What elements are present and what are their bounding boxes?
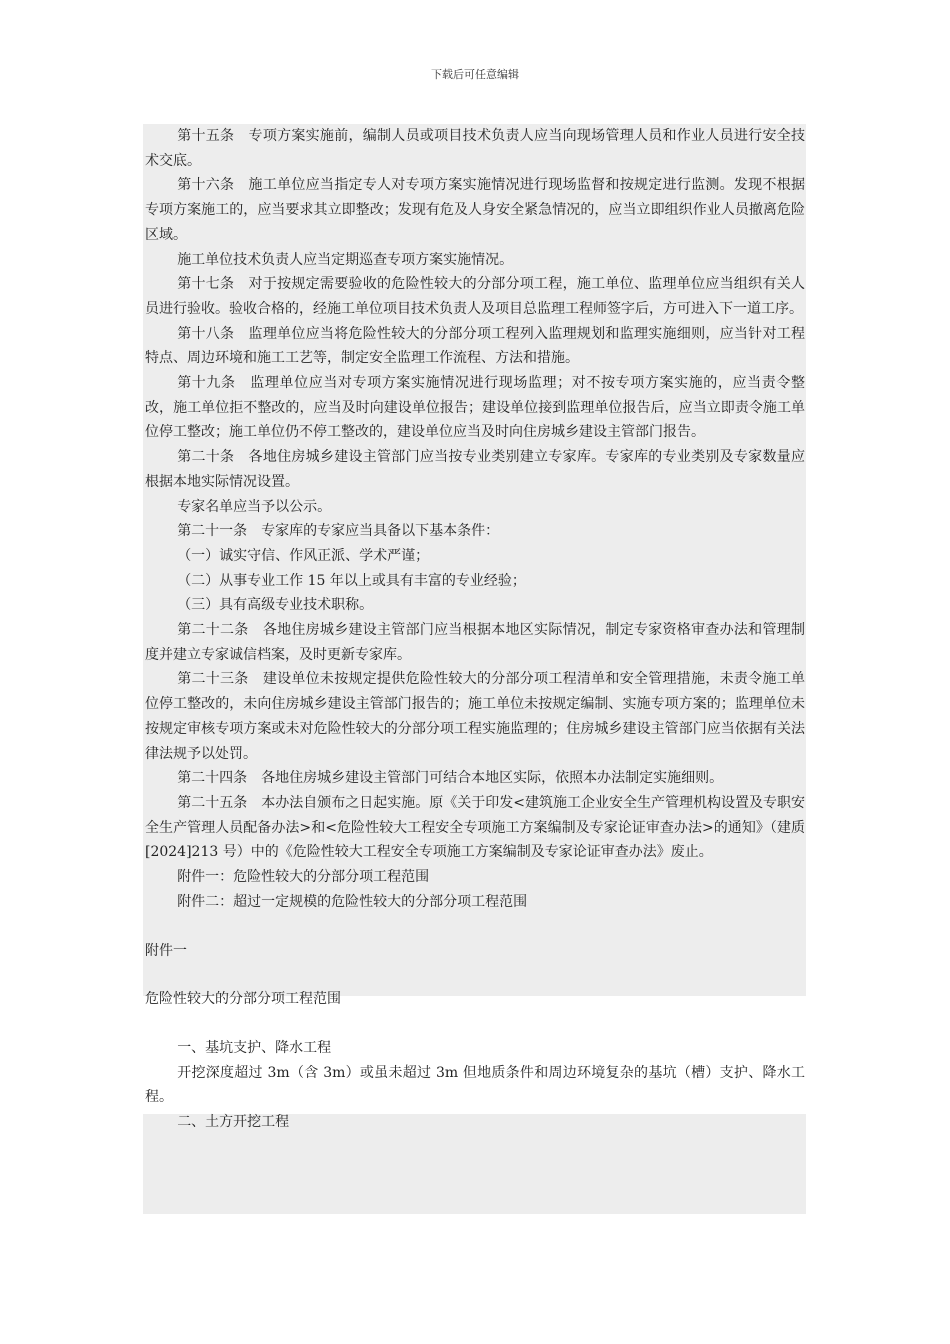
article-22: 第二十二条 各地住房城乡建设主管部门应当根据本地区实际情况，制定专家资格审查办法和管理制度并建立专家诚信档案，及时更新专家库。 bbox=[145, 622, 805, 663]
article-18: 第十八条 监理单位应当将危险性较大的分部分项工程列入监理规划和监理实施细则，应当针对工程特点、周边环境和施工工艺等，制定安全监理工作流程、方法和措施。 bbox=[145, 325, 805, 367]
article-23: 第二十三条 建设单位未按规定提供危险性较大的分部分项工程清单和安全管理措施，未责令施工单位停工整改的，未向住房城乡建设主管部门报告的；施工单位未按规定编制、实施专项方案的；监理单位未按规定审核专项方案或未对危险性较大的分部分项工程实施监理的；住房城乡建设主管部门应当依据有关法律法规予以处罚。 bbox=[145, 671, 805, 762]
article-21-item-2: （二）从事专业工作 15 年以上或具有丰富的专业经验； bbox=[177, 572, 526, 589]
article-16-note: 施工单位技术负责人应当定期巡查专项方案实施情况。 bbox=[177, 251, 514, 268]
article-15: 第十五条 专项方案实施前，编制人员或项目技术负责人应当向现场管理人员和作业人员进行安全技术交底。 bbox=[145, 128, 805, 169]
page-header-note: 下载后可任意编辑 bbox=[431, 68, 519, 81]
article-21-item-1: （一）诚实守信、作风正派、学术严谨； bbox=[177, 547, 430, 564]
appendix-title: 危险性较大的分部分项工程范围 bbox=[145, 991, 341, 1008]
appendix-label: 附件一 bbox=[145, 942, 187, 959]
appendix-item-2: 二、土方开挖工程 bbox=[177, 1114, 290, 1131]
article-24: 第二十四条 各地住房城乡建设主管部门可结合本地区实际，依照本办法制定实施细则。 bbox=[177, 770, 724, 787]
article-20: 第二十条 各地住房城乡建设主管部门应当按专业类别建立专家库。专家库的专业类别及专家数量应根据本地实际情况设置。 bbox=[145, 449, 805, 490]
attachment-1-ref: 附件一：危险性较大的分部分项工程范围 bbox=[177, 869, 430, 886]
spacer bbox=[145, 1012, 805, 1036]
article-21: 第二十一条 专家库的专家应当具备以下基本条件： bbox=[177, 523, 500, 540]
article-16: 第十六条 施工单位应当指定专人对专项方案实施情况进行现场监督和按规定进行监测。发现不根据专项方案施工的，应当要求其立即整改；发现有危及人身安全紧急情况的，应当立即组织作业人员撤离危险区域。 bbox=[145, 177, 805, 243]
article-25: 第二十五条 本办法自颁布之日起实施。原《关于印发<建筑施工企业安全生产管理机构设置及专职安全生产管理人员配备办法>和<危险性较大工程安全专项施工方案编制及专家论证审查办法>的通知》（建质[2024]213 号）中的《危险性较大工程安全专项施工方案编制及专家论证审查办法》废止。 bbox=[145, 794, 805, 861]
article-20-note: 专家名单应当予以公示。 bbox=[177, 498, 332, 515]
article-21-item-3: （三）具有高级专业技术职称。 bbox=[177, 597, 374, 614]
spacer bbox=[145, 963, 805, 987]
appendix-item-1-desc: 开挖深度超过 3m（含 3m）或虽未超过 3m 但地质条件和周边环境复杂的基坑（槽）支护、降水工程。 bbox=[145, 1064, 805, 1106]
article-19: 第十九条 监理单位应当对专项方案实施情况进行现场监理；对不按专项方案实施的，应当责令整改，施工单位拒不整改的，应当及时向建设单位报告；建设单位接到监理单位报告后，应当立即责令施工单位停工整改；施工单位仍不停工整改的，建设单位应当及时向住房城乡建设主管部门报告。 bbox=[145, 375, 805, 441]
article-17: 第十七条 对于按规定需要验收的危险性较大的分部分项工程，施工单位、监理单位应当组织有关人员进行验收。验收合格的，经施工单位项目技术负责人及项目总监理工程师签字后，方可进入下一道工序。 bbox=[145, 276, 805, 317]
document-body bbox=[145, 124, 805, 1135]
attachment-2-ref: 附件二：超过一定规模的危险性较大的分部分项工程范围 bbox=[177, 893, 528, 910]
appendix-item-1: 一、基坑支护、降水工程 bbox=[177, 1039, 332, 1056]
spacer bbox=[145, 915, 805, 939]
